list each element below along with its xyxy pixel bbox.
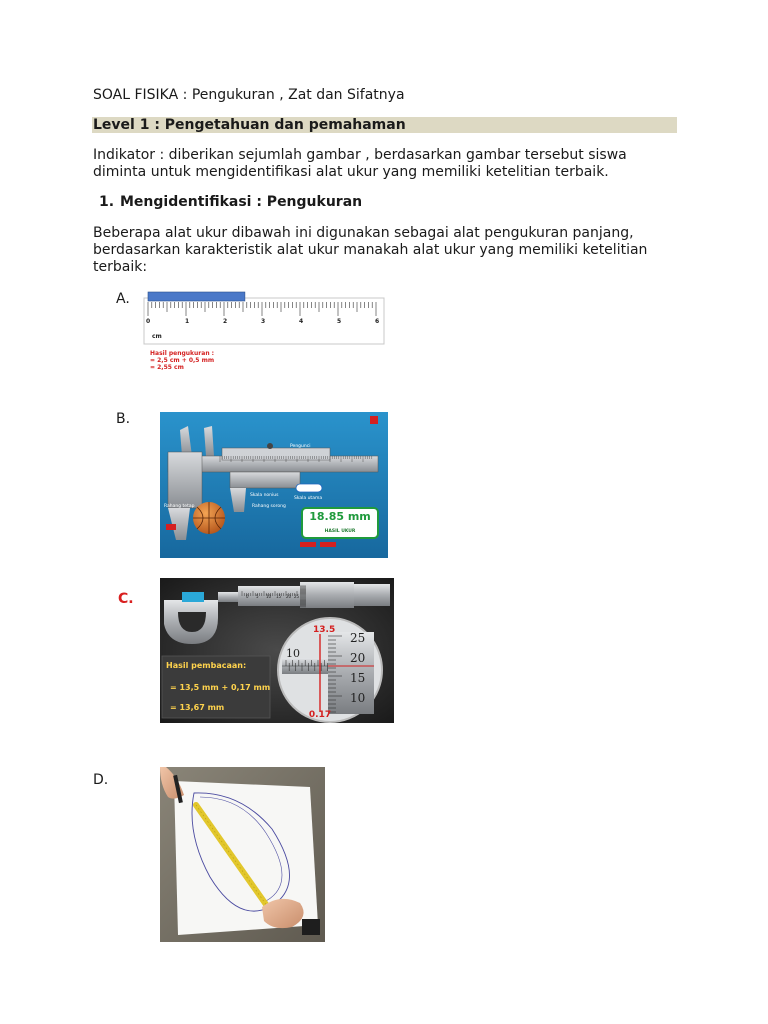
thimble-tick-label: 20	[350, 651, 366, 665]
document-header: SOAL FISIKA : Pengukuran , Zat dan Sifatnya	[93, 87, 405, 103]
question-number: 1.	[99, 194, 115, 210]
caliper-label-nonius: Skala nonius	[250, 493, 279, 498]
question-title: Mengidentifikasi : Pengukuran	[120, 194, 363, 210]
option-a-label[interactable]: A.	[116, 291, 130, 307]
thimble-tick-label: 15	[350, 671, 366, 685]
option-d-label[interactable]: D.	[93, 772, 109, 788]
measured-bar	[148, 292, 245, 301]
tape-measure-drawing	[160, 767, 325, 942]
sleeve-tick-label: 25	[294, 594, 300, 599]
micrometer-result-line-2: = 13,67 mm	[170, 703, 225, 712]
ruler-tick-label: 3	[261, 318, 266, 325]
level-heading: Level 1 : Pengetahuan dan pemahaman	[92, 117, 677, 133]
vernier-caliper-drawing	[160, 412, 388, 558]
option-b-label[interactable]: B.	[116, 411, 131, 427]
ruler-tick-label: 2	[223, 318, 228, 325]
tape-measure-photo	[160, 767, 325, 942]
option-c-label[interactable]: C.	[118, 591, 134, 607]
vernier-caliper-figure	[160, 412, 388, 558]
caliper-label-main-scale: Skala utama	[294, 496, 323, 501]
ruler-tick-label: 1	[185, 318, 190, 325]
question-text-line-1: Beberapa alat ukur dibawah ini digunakan sebagai alat pengukuran panjang,	[93, 225, 634, 241]
ruler-tick-label: 5	[337, 318, 342, 325]
sleeve-tick-label: 0	[246, 594, 249, 599]
ruler-result-line-2: = 2,55 cm	[150, 364, 184, 371]
ruler-tick-label: 4	[299, 318, 304, 325]
ruler-unit: cm	[152, 333, 162, 340]
question-text-line-2: berdasarkan karakteristik alat ukur manakah alat ukur yang memiliki ketelitian	[93, 242, 648, 258]
micrometer-drawing	[160, 578, 394, 723]
ruler-figure	[140, 290, 386, 372]
caliper-label-fixed-jaw: Rahang tetap	[164, 504, 195, 509]
caliper-label-lock: Pengunci	[290, 444, 311, 449]
sleeve-tick-label: 5	[256, 594, 259, 599]
caliper-reading: 18.85 mm	[309, 510, 371, 523]
micrometer-figure	[160, 578, 394, 723]
sleeve-tick-label: 10	[266, 594, 272, 599]
ruler-result-title: Hasil pengukuran :	[150, 350, 215, 357]
ruler-drawing	[140, 290, 386, 372]
indicator-line-1: Indikator : diberikan sejumlah gambar , berdasarkan gambar tersebut siswa	[93, 147, 627, 163]
micrometer-main-scale-label: 10	[286, 647, 300, 660]
sleeve-tick-label: 15	[276, 594, 282, 599]
ruler-tick-label: 0	[146, 318, 151, 325]
ruler-tick-label: 6	[375, 318, 380, 325]
micrometer-thimble-reading: 0.17	[308, 710, 332, 720]
ruler-result-line-1: = 2,5 cm + 0,5 mm	[150, 357, 215, 364]
micrometer-result-title: Hasil pembacaan:	[166, 661, 247, 670]
micrometer-main-reading: 13.5	[313, 625, 336, 635]
sleeve-tick-label: 20	[286, 594, 292, 599]
micrometer-result-line-1: = 13,5 mm + 0,17 mm	[170, 683, 271, 692]
indicator-line-2: diminta untuk mengidentifikasi alat ukur yang memiliki ketelitian terbaik.	[93, 164, 609, 180]
thimble-tick-label: 10	[350, 691, 366, 705]
caliper-reading-caption: HASIL UKUR	[324, 529, 356, 534]
question-text-line-3: terbaik:	[93, 259, 148, 275]
thimble-tick-label: 25	[350, 631, 366, 645]
caliper-label-sliding-jaw: Rahang sorong	[252, 504, 286, 509]
